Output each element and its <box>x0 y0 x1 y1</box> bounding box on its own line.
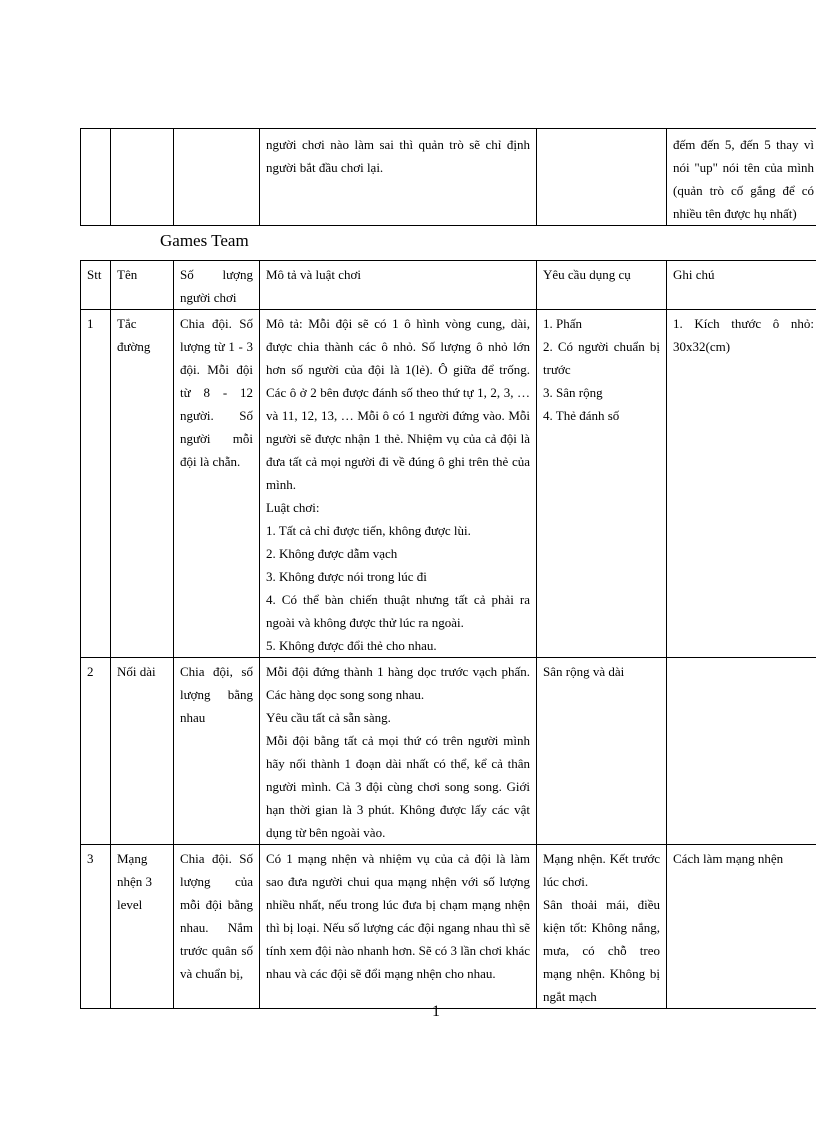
row-equipment <box>537 845 667 1009</box>
description-line: Có 1 mạng nhện và nhiệm vụ của cả đội là làm sao đưa người chui qua mạng nhện với số lượng nhiều nhất, nếu trong lúc đưa bị chạm mạng nhện thì bị loại. Nếu số lượng các đội ngang nhau thì sẽ tính xem đội nào nhanh hơn. Sẽ có 3 lần chơi khác nhau và các đội sẽ đổi mạng nhện cho nhau. <box>266 851 530 981</box>
row-stt: 2 <box>81 658 111 845</box>
equipment-line: Sân rộng và dài <box>543 664 625 679</box>
games-table <box>80 260 816 1009</box>
row-description <box>260 845 537 1009</box>
continued-players-cell <box>174 129 260 226</box>
table-row <box>81 845 816 1009</box>
row-notes <box>667 658 816 845</box>
row-name: Tắc đường <box>111 310 174 658</box>
continued-table <box>80 128 816 226</box>
row-equipment <box>537 310 667 658</box>
row-name: Mạng nhện 3 level <box>111 845 174 1009</box>
equipment-line: Mạng nhện. Kết trước lúc chơi. <box>543 851 660 889</box>
header-equipment: Yêu cầu dụng cụ <box>537 261 667 310</box>
description-line: 4. Có thể bàn chiến thuật nhưng tất cả phải ra ngoài và không được thử lúc ra ngoài. <box>266 592 530 630</box>
equipment-line: 1. Phấn <box>543 316 582 331</box>
header-description: Mô tả và luật chơi <box>260 261 537 310</box>
continued-note-cell: đếm đến 5, đến 5 thay vì nói "up" nói tên của mình (quản trò cố gắng để có nhiều tên được hụ nhất) <box>667 129 816 226</box>
equipment-line: 4. Thẻ đánh số <box>543 408 620 423</box>
table-header-row <box>81 261 816 310</box>
row-stt: 1 <box>81 310 111 658</box>
continued-equipment-cell <box>537 129 667 226</box>
row-notes: Cách làm mạng nhện <box>667 845 816 1009</box>
row-players: Chia đội, số lượng bằng nhau <box>174 658 260 845</box>
continued-row <box>81 129 816 226</box>
row-notes: 1. Kích thước ô nhỏ: 30x32(cm) <box>667 310 816 658</box>
description-line: Luật chơi: <box>266 500 320 515</box>
row-players: Chia đội. Số lượng của mỗi đội bằng nhau. Nắm trước quân số và chuẩn bị, <box>174 845 260 1009</box>
description-line: Yêu cầu tất cả sẵn sàng. <box>266 710 391 725</box>
equipment-line: 3. Sân rộng <box>543 385 603 400</box>
header-name: Tên <box>111 261 174 310</box>
description-line: Mỗi đội đứng thành 1 hàng dọc trước vạch phấn. Các hàng dọc song song nhau. <box>266 664 530 702</box>
description-line: 1. Tất cả chỉ được tiến, không được lùi. <box>266 523 471 538</box>
row-players: Chia đội. Số lượng từ 1 - 3 đội. Mỗi đội từ 8 - 12 người. Số người mỗi đội là chẵn. <box>174 310 260 658</box>
row-stt: 3 <box>81 845 111 1009</box>
continued-description-cell: người chơi nào làm sai thì quản trò sẽ chỉ định người bắt đầu chơi lại. <box>260 129 537 226</box>
header-notes: Ghi chú <box>667 261 816 310</box>
row-description <box>260 310 537 658</box>
header-players: Số lượng người chơi <box>174 261 260 310</box>
continued-name-cell <box>111 129 174 226</box>
description-line: 5. Không được đổi thẻ cho nhau. <box>266 638 437 653</box>
description-line: Mô tả: Mỗi đội sẽ có 1 ô hình vòng cung, dài, được chia thành các ô nhỏ. Số lượng ô nhỏ lớn hơn số người của đội là 1(lẻ). Ô giữa để trống. Các ô ở 2 bên được đánh số theo thứ tự 1, 2, 3, … và 11, 12, 13, … Mỗi ô có 1 người đứng vào. Mỗi người sẽ được nhận 1 thẻ. Nhiệm vụ của cả đội là đưa tất cả mọi người đi về đúng ô ghi trên thẻ của mình. <box>266 316 530 492</box>
equipment-line: 2. Có người chuẩn bị trước <box>543 339 660 377</box>
equipment-line: Sân thoải mái, điều kiện tốt: Không nắng, mưa, có chỗ treo mạng nhện. Không bị ngắt mạch <box>543 897 660 1004</box>
description-line: 3. Không được nói trong lúc đi <box>266 569 427 584</box>
header-stt: Stt <box>81 261 111 310</box>
row-name: Nối dài <box>111 658 174 845</box>
row-equipment <box>537 658 667 845</box>
table-row <box>81 310 816 658</box>
table-row <box>81 658 816 845</box>
section-title: Games Team <box>160 231 249 250</box>
page-number: 1 <box>432 1003 440 1020</box>
continued-stt-cell <box>81 129 111 226</box>
description-line: 2. Không được dẫm vạch <box>266 546 398 561</box>
row-description <box>260 658 537 845</box>
description-line: Mỗi đội bằng tất cả mọi thứ có trên người mình hãy nối thành 1 đoạn dài nhất có thể, kể cả thân người mình. Cả 3 đội cùng chơi song song. Giới hạn thời gian là 3 phút. Không được lấy các vật dụng từ bên ngoài vào. <box>266 733 530 840</box>
